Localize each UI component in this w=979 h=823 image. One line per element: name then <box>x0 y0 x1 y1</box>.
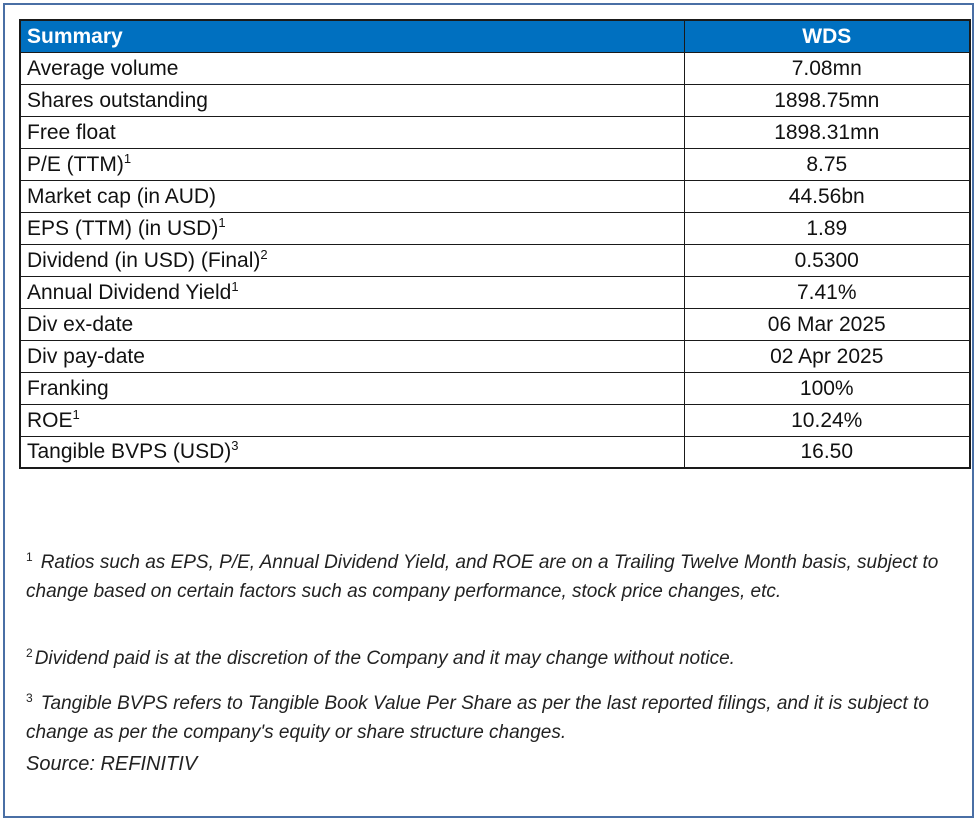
footnotes <box>26 548 956 779</box>
row-label: ROE$^1$ <box>20 404 684 436</box>
footnote-marker: 3 <box>231 438 239 454</box>
row-label: Franking <box>20 372 684 404</box>
row-label: Dividend (in USD) (Final)$^2$ <box>20 244 684 276</box>
row-value: 7.08mn <box>684 52 970 84</box>
header-ticker: WDS <box>684 20 970 52</box>
row-label: Market cap (in AUD) <box>20 180 684 212</box>
table-row <box>20 116 970 148</box>
row-value: 02 Apr 2025 <box>684 340 970 372</box>
source-line: Source: REFINITIV <box>26 753 198 775</box>
table-row <box>20 180 970 212</box>
table-row <box>20 404 970 436</box>
row-label: Tangible BVPS (USD)$^3$ <box>20 436 684 468</box>
table-row <box>20 148 970 180</box>
footnote-text: Dividend paid is at the discretion of the Company and it may change without notice. <box>34 648 735 669</box>
table-row <box>20 212 970 244</box>
row-label: Annual Dividend Yield$^1$ <box>20 276 684 308</box>
row-value: 1898.75mn <box>684 84 970 116</box>
row-value: 1898.31mn <box>684 116 970 148</box>
row-value: 16.50 <box>684 436 970 468</box>
row-label: EPS (TTM) (in USD)$^1$ <box>20 212 684 244</box>
header-summary: Summary <box>20 20 684 52</box>
footnote-number: 3 <box>26 690 33 705</box>
footnote-number: 2 <box>26 645 33 660</box>
row-value: 44.56bn <box>684 180 970 212</box>
footnote-marker: 1 <box>218 214 226 230</box>
footnote-marker: 1 <box>72 406 80 422</box>
row-value: 06 Mar 2025 <box>684 308 970 340</box>
row-value: 8.75 <box>684 148 970 180</box>
table-row <box>20 52 970 84</box>
row-value: 100% <box>684 372 970 404</box>
row-label: Average volume <box>20 52 684 84</box>
footnote-2 <box>26 644 956 673</box>
row-value: 0.5300 <box>684 244 970 276</box>
table-row <box>20 372 970 404</box>
table-row <box>20 84 970 116</box>
row-value: 10.24% <box>684 404 970 436</box>
table-row <box>20 340 970 372</box>
summary-table <box>19 19 971 469</box>
footnote-3 <box>26 689 956 747</box>
table-row <box>20 308 970 340</box>
table-row <box>20 244 970 276</box>
footnote-marker: 1 <box>123 150 132 166</box>
footnote-marker: 1 <box>231 278 239 294</box>
footnote-text: Tangible BVPS refers to Tangible Book Value Per Share as per the last reported filings, and it is subject to change as per the company's equity or share structure changes. <box>26 693 929 743</box>
row-label: Div pay-date <box>20 340 684 372</box>
table-row <box>20 276 970 308</box>
row-label: Free float <box>20 116 684 148</box>
footnote-text: Ratios such as EPS, P/E, Annual Dividend Yield, and ROE are on a Trailing Twelve Month basis, subject to change based on certain factors such as company performance, stock price changes, etc. <box>26 552 939 602</box>
table-row <box>20 436 970 468</box>
row-value: 7.41% <box>684 276 970 308</box>
row-label: Div ex-date <box>20 308 684 340</box>
footnote-1 <box>26 548 956 606</box>
row-value: 1.89 <box>684 212 970 244</box>
footnote-marker: 2 <box>260 246 268 262</box>
row-label: P/E (TTM)$^1$ <box>20 148 684 180</box>
footnote-number: 1 <box>26 549 33 564</box>
table-header-row <box>20 20 970 52</box>
row-label: Shares outstanding <box>20 84 684 116</box>
